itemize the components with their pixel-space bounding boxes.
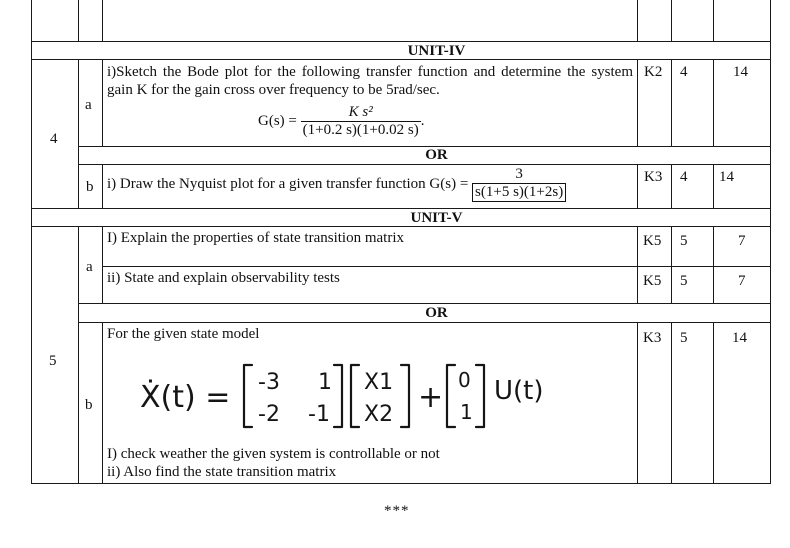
q5b-sub2-text: ii) Also find the state transition matrix [107, 464, 337, 480]
rule-marks-col [713, 322, 714, 484]
q4b-question [107, 166, 566, 202]
rule-co-col [671, 0, 672, 42]
rule-k-col [637, 322, 638, 484]
q5-or: OR [425, 305, 448, 321]
q5a-sub1-k-level: K5 [643, 233, 662, 249]
q5b-sub1-text: I) check weather the given system is controllable or not [107, 446, 440, 462]
q5b-k-level: K3 [643, 330, 662, 346]
q5a-label: a [86, 259, 93, 275]
eq-a11: -3 [258, 370, 280, 395]
q5a-sub2-k-level: K5 [643, 273, 662, 289]
rule-left-border [31, 0, 32, 484]
q4a-co: 4 [680, 64, 688, 80]
rule-marks-col [713, 164, 714, 209]
eq-input-left-bracket [447, 365, 455, 427]
rule-marks-col [713, 226, 714, 304]
rule-table-bottom [31, 483, 771, 484]
q5b-handwritten-state-equation [140, 357, 580, 437]
rule-part-col [102, 164, 103, 209]
footer-end-marker: *** [384, 503, 410, 519]
unit4-heading: UNIT-IV [407, 43, 466, 59]
q5b-co: 5 [680, 330, 688, 346]
q4b-marks: 14 [719, 169, 734, 185]
q5a-sub2-co: 5 [680, 273, 688, 289]
rule-k-col [637, 226, 638, 304]
q5a-sub1-co: 5 [680, 233, 688, 249]
rule-k-col [637, 164, 638, 209]
q4-or: OR [425, 147, 448, 163]
rule-co-col [671, 164, 672, 209]
rule-co-col [671, 226, 672, 304]
q4b-co: 4 [680, 169, 688, 185]
q4b-label: b [86, 179, 94, 195]
q4-number: 4 [50, 131, 58, 147]
eq-state-left-bracket [351, 365, 359, 427]
q4a-tf-end: . [420, 112, 425, 129]
q4a-k-level: K2 [644, 64, 663, 80]
rule-part-col [102, 59, 103, 147]
unit5-heading: UNIT-V [410, 210, 463, 226]
q5a-sub2-text: ii) State and explain observability tests [107, 270, 340, 286]
rule-co-col [671, 322, 672, 484]
rule-or2-bottom [78, 322, 771, 323]
q4b-k-level: K3 [644, 169, 663, 185]
q4a-tf-fraction [301, 104, 421, 139]
rule-qno-col [78, 0, 79, 42]
eq-matrix-a-left-bracket [244, 365, 252, 427]
eq-a22: -1 [308, 402, 330, 427]
rule-part-col [102, 226, 103, 304]
q4b-question-text: i) Draw the Nyquist plot for a given transfer function G(s) = [107, 176, 469, 192]
q5b-marks: 14 [732, 330, 747, 346]
q4a-question-text: i)Sketch the Bode plot for the following transfer function and determine the system gain K for the gain cross over frequency to be 5rad/sec. [107, 64, 633, 98]
q5a-sub1-marks: 7 [738, 233, 746, 249]
eq-b2: 1 [460, 400, 473, 424]
q5a-sub2-marks: 7 [738, 273, 746, 289]
q4a-tf-numerator: K s² [301, 104, 421, 122]
q4b-tf-numerator: 3 [472, 166, 566, 184]
eq-x1: X1 [364, 370, 394, 395]
eq-input: U(t) [494, 376, 544, 406]
eq-matrix-a-right-bracket [334, 365, 342, 427]
q4a-label: a [85, 97, 92, 113]
rule-marks-col [713, 0, 714, 42]
q4a-transfer-function [258, 104, 424, 139]
eq-state-right-bracket [401, 365, 409, 427]
q4a-tf-denominator: (1+0.2 s)(1+0.02 s) [302, 122, 419, 138]
eq-plus: + [418, 380, 444, 415]
eq-a12: 1 [318, 370, 332, 395]
eq-x2: X2 [364, 402, 394, 427]
q5b-intro: For the given state model [107, 326, 260, 342]
rule-marks-col [713, 59, 714, 147]
rule-or1-bottom [78, 164, 771, 165]
rule-part-col [102, 0, 103, 42]
q4b-tf-fraction [472, 166, 566, 202]
q4b-tf-denominator: s(1+5 s)(1+2s) [472, 184, 566, 202]
q5a-sub1-text: I) Explain the properties of state transition matrix [107, 230, 404, 246]
q5b-label: b [85, 397, 93, 413]
rule-k-col [637, 59, 638, 147]
eq-a21: -2 [258, 402, 280, 427]
rule-right-border [770, 0, 771, 484]
eq-input-right-bracket [476, 365, 484, 427]
q4a-marks: 14 [733, 64, 748, 80]
rule-part-col [102, 322, 103, 484]
rule-qno-col [78, 226, 79, 484]
rule-k-col [637, 0, 638, 42]
rule-qno-col [78, 59, 79, 209]
rule-co-col [671, 59, 672, 147]
eq-b1: 0 [458, 368, 471, 392]
eq-lhs: Ẋ(t) = [140, 380, 231, 415]
q5-number: 5 [49, 353, 57, 369]
q4a-tf-lhs: G(s) = [258, 112, 297, 129]
